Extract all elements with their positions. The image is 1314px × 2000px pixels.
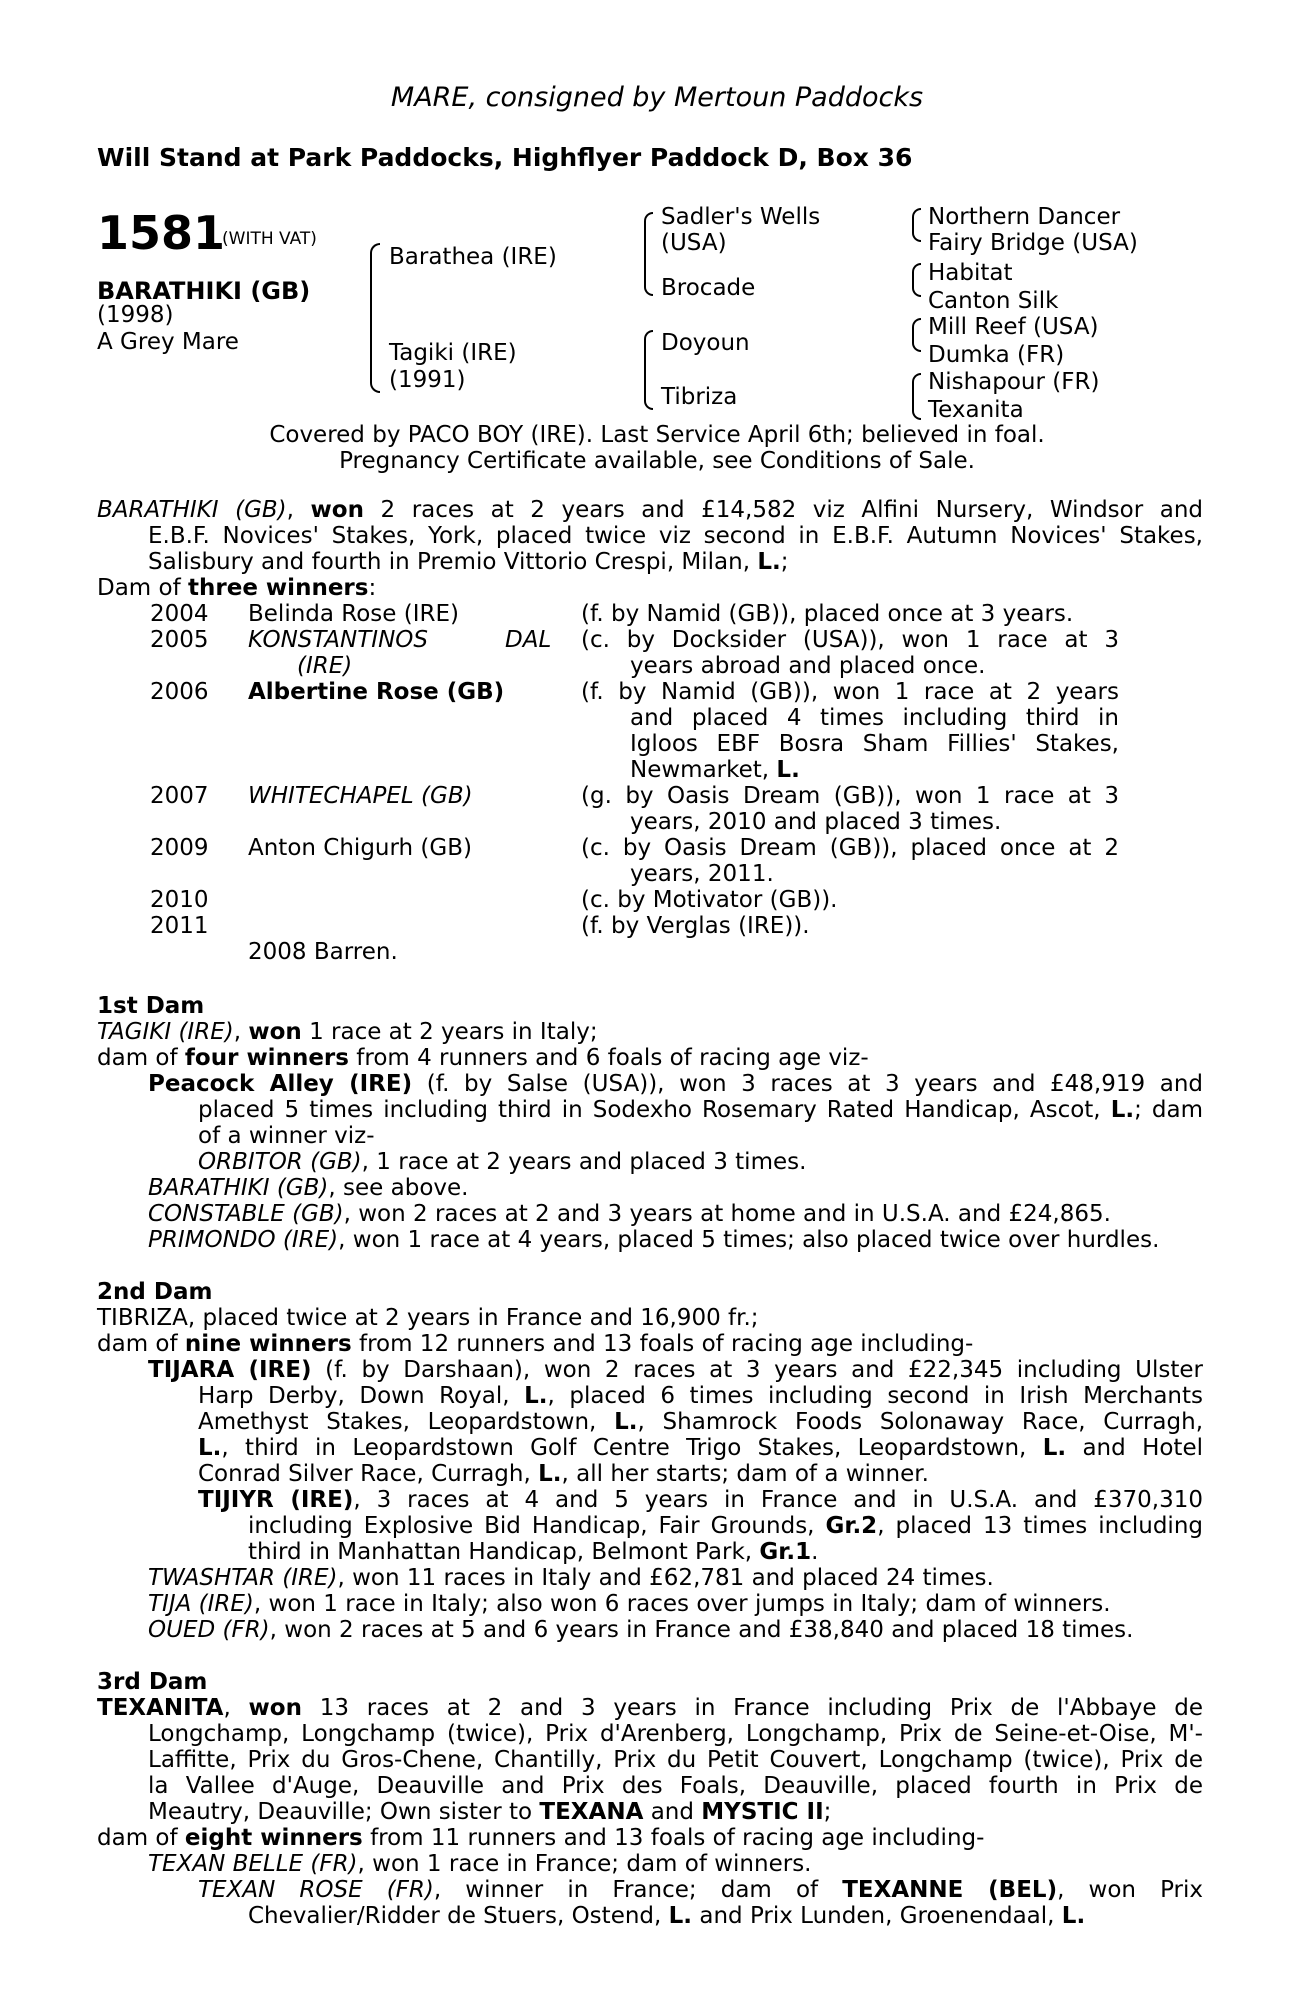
pedigree-ddd: Texanita bbox=[928, 397, 1024, 423]
produce-year: 2009 bbox=[150, 835, 209, 861]
produce-name: Albertine Rose (GB) bbox=[248, 679, 505, 705]
pedigree-dam-dam: Tibriza bbox=[661, 384, 738, 410]
pedigree-sire: Barathea (IRE) bbox=[389, 244, 557, 270]
produce-year: 2007 bbox=[150, 783, 209, 809]
stand-location: Will Stand at Park Paddocks, Highflyer Paddock D, Box 36 bbox=[97, 143, 913, 172]
horse-name: BARATHIKI (GB) bbox=[97, 277, 311, 305]
produce-year: 2011 bbox=[150, 913, 209, 939]
produce-year: 2004 bbox=[150, 601, 209, 627]
section-heading: 1st Dam bbox=[97, 993, 205, 1019]
page-title: MARE, consigned by Mertoun Paddocks bbox=[390, 82, 924, 113]
horse-year: (1998) bbox=[97, 302, 174, 328]
pedigree-sdd: Canton Silk bbox=[928, 288, 1059, 314]
pedigree-sss: Northern Dancer bbox=[928, 204, 1121, 230]
pedigree-sire-sire-country: (USA) bbox=[661, 230, 727, 256]
produce-name: Belinda Rose (IRE) bbox=[248, 601, 459, 627]
pedigree-ssd: Fairy Bridge (USA) bbox=[928, 230, 1138, 256]
produce-year: 2010 bbox=[150, 887, 209, 913]
lot-number: 1581 bbox=[97, 206, 226, 260]
pedigree-dam: Tagiki (IRE) bbox=[389, 340, 517, 366]
pedigree-dsd: Dumka (FR) bbox=[928, 342, 1065, 368]
produce-name: KONSTANTINOS bbox=[248, 627, 428, 653]
pedigree-dds: Nishapour (FR) bbox=[928, 369, 1100, 395]
intro-horse-name: BARATHIKI (GB) bbox=[97, 497, 287, 523]
produce-name: Anton Chigurh (GB) bbox=[248, 835, 472, 861]
vat-note: (WITH VAT) bbox=[222, 229, 317, 249]
covered-note: Covered by PACO BOY (IRE). Last Service April 6th; believed in foal. bbox=[269, 422, 1045, 448]
pedigree-sds: Habitat bbox=[928, 260, 1013, 286]
pedigree-dam-sire: Doyoun bbox=[661, 330, 750, 356]
pedigree-sire-sire: Sadler's Wells bbox=[661, 204, 821, 230]
horse-description: A Grey Mare bbox=[97, 329, 239, 355]
pregnancy-note: Pregnancy Certificate available, see Conditions of Sale. bbox=[339, 448, 975, 474]
pedigree-dss: Mill Reef (USA) bbox=[928, 314, 1099, 340]
barren-note: 2008 Barren. bbox=[248, 939, 398, 965]
pedigree-dam-year: (1991) bbox=[389, 367, 466, 393]
produce-name: WHITECHAPEL (GB) bbox=[248, 783, 473, 809]
produce-year: 2006 bbox=[150, 679, 209, 705]
section-heading: 2nd Dam bbox=[97, 1279, 213, 1305]
produce-year: 2005 bbox=[150, 627, 209, 653]
section-heading: 3rd Dam bbox=[97, 1669, 208, 1695]
pedigree-sire-dam: Brocade bbox=[661, 275, 756, 301]
